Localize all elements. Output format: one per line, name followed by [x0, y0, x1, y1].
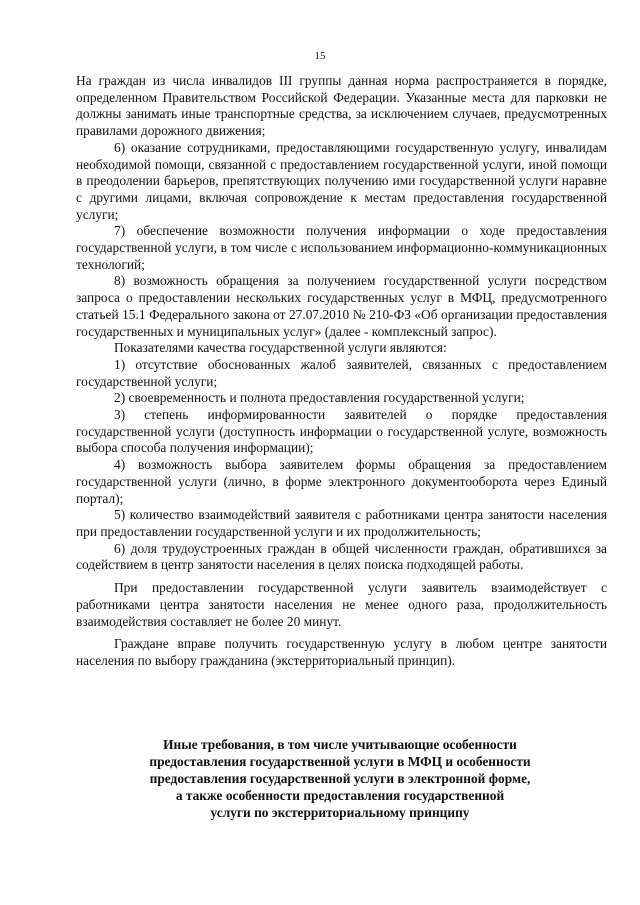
paragraph-indicator-3: 3) степень информированности заявителей о порядке предоставления государственной услуги (доступность информации о государственной услуге, возможность выбора способа получения информации); [76, 407, 607, 456]
body-text [76, 73, 607, 670]
section-heading [80, 736, 600, 821]
paragraph-parking-continuation: На граждан из числа инвалидов III группы данная норма распространяется в порядке, определенном Правительством Российской Федерации. Указанные места для парковки не должны занимать иные транспортные средства, за исключением случаев, предусмотренных правилами дорожного движения; [76, 73, 607, 139]
paragraph-item-7-information: 7) обеспечение возможности получения информации о ходе предоставления государственной услуги, в том числе с использованием информационно-коммуникационных технологий; [76, 223, 607, 272]
paragraph-indicator-5: 5) количество взаимодействий заявителя с работниками центра занятости населения при предоставлении государственной услуги и их продолжительность; [76, 507, 607, 539]
section-heading-line: предоставления государственной услуги в электронной форме, [149, 771, 531, 786]
paragraph-extraterritorial: Граждане вправе получить государственную услугу в любом центре занятости населения по выбору гражданина (экстерриториальный принцип). [76, 636, 607, 668]
section-heading-line: предоставления государственной услуги в МФЦ и особенности [149, 754, 531, 769]
paragraph-interaction-duration: При предоставлении государственной услуги заявитель взаимодействует с работниками центра занятости населения не менее одного раза, продолжительность взаимодействия составляет не более 20 минут. [76, 580, 607, 629]
paragraph-quality-indicators-intro: Показателями качества государственной услуги являются: [114, 340, 447, 356]
paragraph-item-8-complex-request: 8) возможность обращения за получением государственной услуги посредством запроса о предоставлении нескольких государственных услуг в МФЦ, предусмотренного статьей 15.1 Федерального закона от 27.07.2010 № 210-ФЗ «Об организации предоставления государственных и муниципальных услуг» (далее - комплексный запрос). [76, 273, 607, 339]
paragraph-indicator-1: 1) отсутствие обоснованных жалоб заявителей, связанных с предоставлением государственной услуги; [76, 356, 607, 389]
paragraph-indicator-4: 4) возможность выбора заявителем формы обращения за предоставлением государственной услуги (лично, в форме электронного документооборота через Единый портал); [76, 457, 607, 506]
paragraph-indicator-6: 6) доля трудоустроенных граждан в общей численности граждан, обратившихся за содействием в центр занятости населения в целях поиска подходящей работы. [76, 540, 607, 573]
section-heading-line: Иные требования, в том числе учитывающие особенности [163, 737, 517, 752]
section-heading-line: услуги по экстерриториальному принципу [210, 805, 470, 820]
section-heading-line: а также особенности предоставления государственной [175, 788, 505, 803]
page-number: 15 [314, 50, 326, 62]
paragraph-item-6-assistance: 6) оказание сотрудниками, предоставляющими государственную услугу, инвалидам необходимой помощи, связанной с предоставлением государственной услуги, иной помощи в преодолении барьеров, препятствующих получению ими государственной услуги наравне с другими лицами, включая сопровождение к местам предоставления государственной услуги; [76, 139, 607, 222]
paragraph-indicator-2: 2) своевременность и полнота предоставления государственной услуги; [114, 390, 525, 406]
